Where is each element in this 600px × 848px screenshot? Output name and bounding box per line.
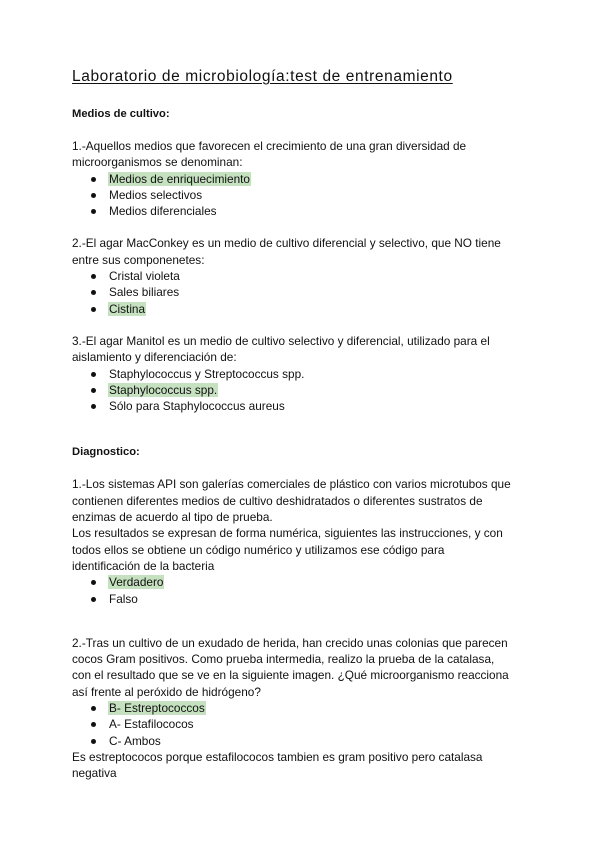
- bullet-icon: [91, 372, 96, 377]
- options-list: [72, 366, 542, 415]
- option-label: Sólo para Staphylococcus aureus: [109, 399, 285, 414]
- bullet-icon: [91, 307, 96, 312]
- option-label: C- Ambos: [109, 733, 161, 748]
- question-block: [72, 476, 542, 606]
- options-list: [72, 268, 542, 317]
- bullet-icon: [91, 177, 96, 182]
- options-list: [72, 700, 542, 749]
- option-label: Medios diferenciales: [109, 204, 217, 219]
- bullet-icon: [91, 209, 96, 214]
- option-item: [72, 382, 542, 398]
- options-list: [72, 171, 542, 220]
- option-item: [72, 268, 542, 284]
- option-label: Medios selectivos: [109, 187, 203, 202]
- bullet-icon: [91, 193, 96, 198]
- option-item: [72, 574, 542, 590]
- bullet-icon: [91, 739, 96, 744]
- question-line: 2.-Tras un cultivo de un exudado de herida, han crecido unas colonias que parecen: [72, 635, 508, 650]
- option-item: [72, 733, 542, 749]
- question-line: aislamiento y diferenciación de:: [72, 350, 237, 365]
- question-line: cocos Gram positivos. Como prueba intermedia, realizo la prueba de la catalasa,: [72, 652, 495, 667]
- option-label: Staphylococcus spp.: [109, 382, 218, 397]
- bullet-icon: [91, 722, 96, 727]
- question-block: [72, 138, 542, 219]
- option-item: [72, 171, 542, 187]
- bullet-icon: [91, 580, 96, 585]
- bullet-icon: [91, 706, 96, 711]
- question-line: 1.-Los sistemas API son galerías comerciales de plástico con varios microtubos que: [72, 477, 511, 492]
- option-item: [72, 591, 542, 607]
- question-line: contienen diferentes medios de cultivo deshidratados o diferentes sustratos de: [72, 493, 483, 508]
- question-block: [72, 333, 542, 414]
- answer-note-line: Es estreptococos porque estafilococos tambien es gram positivo pero catalasa: [72, 749, 483, 764]
- option-label: Medios de enriquecimiento: [109, 171, 250, 186]
- option-label: B- Estreptococcos: [109, 701, 205, 716]
- question-line: Los resultados se expresan de forma numérica, siguientes las instrucciones, y con: [72, 526, 503, 541]
- question-line: todos ellos se obtiene un código numérico y utilizamos ese código para: [72, 542, 445, 557]
- question-block: [72, 635, 542, 782]
- option-item: [72, 187, 542, 203]
- option-label: Cristal violeta: [109, 269, 180, 284]
- question-line: así frente al peróxido de hidrógeno?: [72, 684, 261, 699]
- question-line: 2.-El agar MacConkey es un medio de cultivo diferencial y selectivo, que NO tiene: [72, 236, 501, 251]
- question-line: con el resultado que se ve en la siguiente imagen. ¿Qué microorganismo reacciona: [72, 668, 509, 683]
- question-line: 1.-Aquellos medios que favorecen el crecimiento de una gran diversidad de: [72, 139, 467, 153]
- option-item: [72, 700, 542, 716]
- bullet-icon: [91, 388, 96, 393]
- bullet-icon: [91, 404, 96, 409]
- question-block: [72, 235, 542, 316]
- page-title: Laboratorio de microbiología:test de entrenamiento: [72, 68, 453, 85]
- question-line: 3.-El agar Manitol es un medio de cultivo selectivo y diferencial, utilizado para el: [72, 333, 490, 348]
- answer-note-line: negativa: [72, 766, 117, 781]
- option-label: Verdadero: [109, 575, 164, 590]
- option-label: A- Estafilococos: [109, 717, 194, 732]
- bullet-icon: [91, 274, 96, 279]
- option-item: [72, 203, 542, 219]
- question-line: enzimas de acuerdo al tipo de prueba.: [72, 510, 273, 525]
- option-label: Cistina: [109, 301, 146, 316]
- bullet-icon: [91, 597, 96, 602]
- question-line: entre sus componenetes:: [72, 252, 205, 267]
- options-list: [72, 574, 542, 607]
- option-label: Falso: [109, 591, 138, 606]
- option-item: [72, 398, 542, 414]
- question-line: microorganismos se denominan:: [72, 155, 243, 170]
- option-item: [72, 716, 542, 732]
- section-heading-diagnostico: Diagnostico:: [72, 446, 140, 459]
- option-item: [72, 284, 542, 300]
- option-item: [72, 366, 542, 382]
- section-heading-medios: Medios de cultivo:: [72, 108, 170, 120]
- bullet-icon: [91, 290, 96, 295]
- document-page: [72, 68, 542, 782]
- option-item: [72, 301, 542, 317]
- option-label: Staphylococcus y Streptococcus spp.: [109, 366, 305, 381]
- option-label: Sales biliares: [109, 285, 180, 300]
- question-line: identificación de la bacteria: [72, 558, 215, 573]
